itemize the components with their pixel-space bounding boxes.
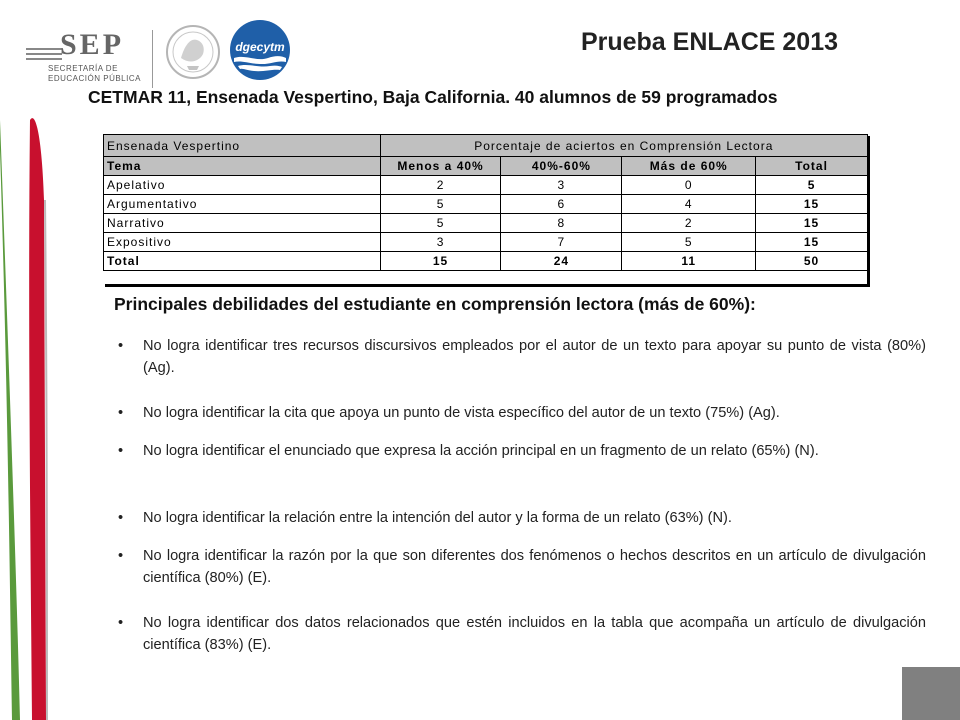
cell-40-60: 7 (501, 233, 622, 252)
cell-tema: Argumentativo (104, 195, 381, 214)
finding-text: No logra identificar dos datos relacionados que estén incluidos en la tabla que acompaña un artículo de divulgación científica (83%) (E). (143, 615, 926, 653)
cell-mas60: 0 (622, 176, 756, 195)
logo-divider (152, 30, 153, 88)
list-item (118, 507, 926, 529)
cell-40-60: 3 (501, 176, 622, 195)
red-stripe (29, 118, 46, 720)
bullet-icon: • (118, 338, 124, 354)
finding-text: No logra identificar la relación entre la intención del autor y la forma de un relato (63%) (N). (143, 510, 732, 526)
green-stripe (0, 120, 20, 720)
bullet-icon: • (118, 548, 124, 564)
table-group-header: Porcentaje de aciertos en Comprensión Lectora (380, 135, 867, 157)
sep-logo-lines-icon (26, 46, 62, 62)
finding-text: No logra identificar el enunciado que expresa la acción principal en un fragmento de un relato (65%) (N). (143, 443, 819, 459)
list-item (118, 335, 926, 379)
cell-totals-total: 50 (756, 252, 868, 271)
page-title: Prueba ENLACE 2013 (580, 28, 838, 56)
column-header-total: Total (756, 157, 868, 176)
cell-total: 15 (756, 233, 868, 252)
cell-40-60: 8 (501, 214, 622, 233)
cell-tema: Apelativo (104, 176, 381, 195)
bullet-icon: • (118, 510, 124, 526)
finding-text: No logra identificar la cita que apoya un punto de vista específico del autor de un texto (75%) (Ag). (143, 405, 780, 421)
bullet-icon: • (118, 443, 124, 459)
page-subtitle: CETMAR 11, Ensenada Vespertino, Baja California. 40 alumnos de 59 programados (88, 87, 778, 107)
column-header-40-60: 40%-60% (501, 157, 622, 176)
list-item (118, 402, 926, 424)
table-row (104, 233, 868, 252)
cell-totals-label: Total (104, 252, 381, 271)
finding-text: No logra identificar tres recursos discursivos empleados por el autor de un texto para apoyar su punto de vista (80%) (Ag). (143, 338, 926, 376)
column-header-menos40: Menos a 40% (380, 157, 501, 176)
finding-text: No logra identificar la razón por la que son diferentes dos fenómenos o hechos descritos en un artículo de divulgación científica (80%) (E). (143, 548, 926, 586)
table-shadow-bottom (105, 284, 870, 287)
cell-tema: Narrativo (104, 214, 381, 233)
list-item (118, 440, 926, 462)
table-group-header-row (104, 135, 868, 157)
table-corner-label: Ensenada Vespertino (104, 135, 381, 157)
cell-mas60: 5 (622, 233, 756, 252)
cell-mas60: 2 (622, 214, 756, 233)
cell-menos40: 3 (380, 233, 501, 252)
bullet-icon: • (118, 405, 124, 421)
decorative-stripes (0, 0, 60, 720)
table-column-header-row (104, 157, 868, 176)
cell-total: 15 (756, 214, 868, 233)
section-heading: Principales debilidades del estudiante en comprensión lectora (más de 60%): (114, 294, 756, 314)
cell-totals-40-60: 24 (501, 252, 622, 271)
dgecytm-logo-text: dgecytm (235, 40, 285, 54)
list-item (118, 545, 926, 589)
table-totals-row (104, 252, 868, 271)
list-item (118, 612, 926, 656)
cell-totals-menos40: 15 (380, 252, 501, 271)
corner-decoration (902, 667, 960, 720)
cell-menos40: 5 (380, 195, 501, 214)
column-header-mas60: Más de 60% (622, 157, 756, 176)
cell-40-60: 6 (501, 195, 622, 214)
cell-total: 5 (756, 176, 868, 195)
cell-tema: Expositivo (104, 233, 381, 252)
column-header-tema: Tema (104, 157, 381, 176)
cell-menos40: 5 (380, 214, 501, 233)
table-row (104, 176, 868, 195)
sep-subtitle-line1: SECRETARÍA DE (48, 64, 118, 73)
cell-menos40: 2 (380, 176, 501, 195)
bullet-icon: • (118, 615, 124, 631)
cell-total: 15 (756, 195, 868, 214)
cell-mas60: 4 (622, 195, 756, 214)
sep-wordmark: SEP (60, 28, 125, 61)
table-row (104, 195, 868, 214)
mexico-seal-icon (163, 14, 223, 94)
results-table (103, 134, 868, 271)
sep-subtitle-line2: EDUCACIÓN PÚBLICA (48, 74, 141, 83)
cell-totals-mas60: 11 (622, 252, 756, 271)
table-row (104, 214, 868, 233)
